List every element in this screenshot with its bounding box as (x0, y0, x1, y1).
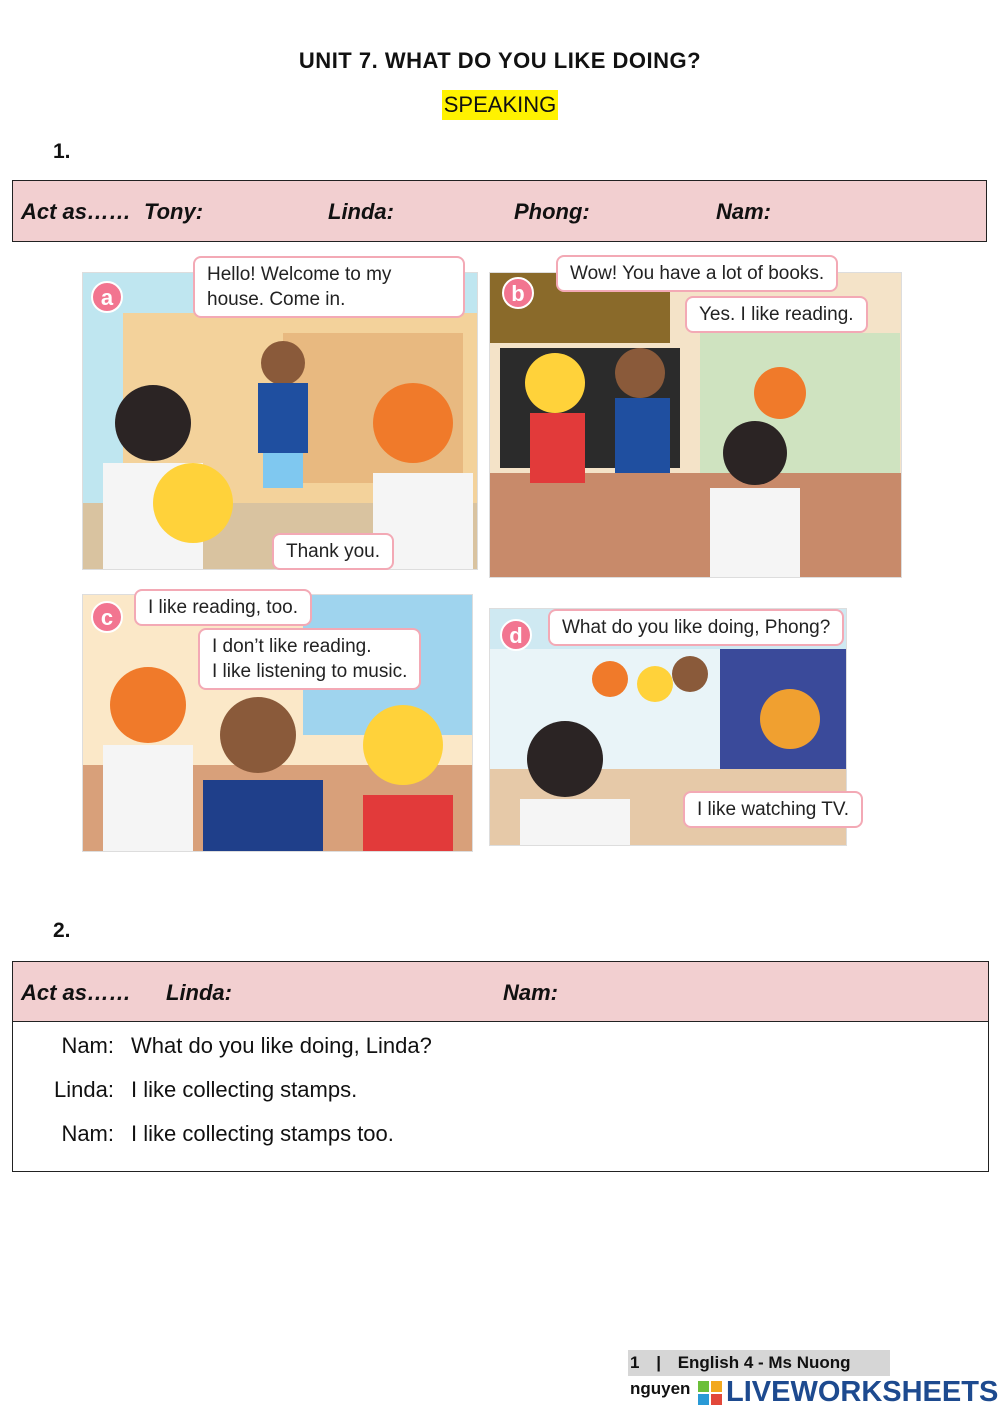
page-title: UNIT 7. WHAT DO YOU LIKE DOING? (298, 48, 702, 73)
exercise-number-1: 1. (53, 140, 71, 163)
speech-bubble-c2: I don’t like reading. I like listening to music. (198, 628, 421, 690)
panel-label-b: b (502, 277, 534, 309)
speech-bubble-d2: I like watching TV. (683, 791, 863, 828)
exercise-number-2: 2. (53, 919, 71, 942)
brand-name[interactable]: LIVEWORKSHEETS (726, 1376, 999, 1408)
footer-separator: | (656, 1353, 661, 1372)
speech-bubble-b1: Wow! You have a lot of books. (556, 255, 838, 292)
section-subtitle: SPEAKING (442, 90, 558, 120)
speech-bubble-c1: I like reading, too. (134, 589, 312, 626)
liveworksheets-logo-icon (698, 1381, 722, 1405)
panel-label-d: d (500, 619, 532, 651)
panel-label-c: c (91, 601, 123, 633)
speech-bubble-b2: Yes. I like reading. (685, 296, 868, 333)
speech-bubble-a2: Thank you. (272, 533, 394, 570)
role-nam-2[interactable]: Nam: (503, 980, 559, 1005)
dialog-text: I like collecting stamps too. (131, 1121, 394, 1146)
act-as-label: Act as…… (21, 199, 132, 224)
role-bar-2 (12, 961, 989, 1022)
footer-credit: English 4 - Ms Nuong nguyen (630, 1353, 851, 1398)
dialog-box (12, 1021, 989, 1172)
role-tony[interactable]: Tony: (144, 199, 204, 224)
dialog-speaker: Linda: (54, 1077, 114, 1102)
page-footer (628, 1350, 890, 1398)
dialog-text: I like collecting stamps. (131, 1077, 358, 1102)
speech-bubble-d1: What do you like doing, Phong? (548, 609, 844, 646)
role-bar-1 (12, 180, 987, 242)
page-number: 1 (630, 1353, 640, 1372)
dialog-text: What do you like doing, Linda? (131, 1033, 432, 1058)
act-as-label-2: Act as…… (21, 980, 132, 1005)
panel-label-a: a (91, 281, 123, 313)
role-linda-2[interactable]: Linda: (166, 980, 232, 1005)
role-linda[interactable]: Linda: (328, 199, 394, 224)
dialog-speaker: Nam: (61, 1033, 114, 1058)
speech-bubble-a1: Hello! Welcome to my house. Come in. (193, 256, 465, 318)
dialog-speaker: Nam: (61, 1121, 114, 1146)
role-nam[interactable]: Nam: (716, 199, 772, 224)
role-phong[interactable]: Phong: (514, 199, 590, 224)
